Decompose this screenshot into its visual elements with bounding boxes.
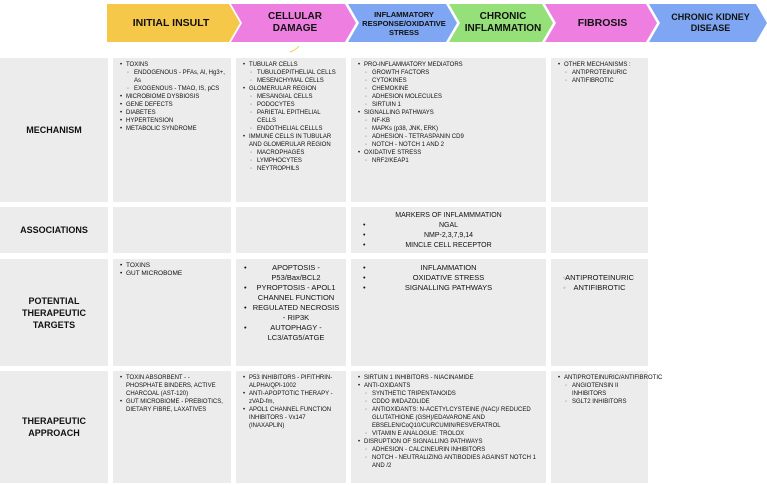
list-item: ◦ NOTCH - NEUTRALIZING ANTIBODIES AGAINST NOTCH 1 AND /2: [372, 454, 540, 470]
list-item: • IMMUNE CELLS IN TUBULAR AND GLOMERULAR REGION ◦ MACROPHAGES ◦ LYMPHOCYTES ◦ NEYTROPHILS: [249, 133, 340, 173]
associations-initial-insult: [113, 207, 231, 253]
mechanism-fibrosis: [551, 58, 648, 202]
mechanism-inflammation: [351, 58, 546, 202]
list-item: ◦ ANGIOTENSIN II INHIBITORS: [572, 382, 642, 398]
list-item: • NMP-2,3,7,9,14: [363, 232, 474, 239]
list-item: ◦ NRF2/KEAP1: [372, 157, 540, 165]
list-item: ◦ VITAMIN E ANALOGUE: TROLOX: [372, 430, 540, 438]
row-label-mechanism: MECHANISM: [26, 125, 82, 135]
list-item: • PYROPTOSIS - APOL1 CHANNEL FUNCTION: [244, 283, 336, 302]
list-item: • ANTI-APOPTOTIC THERAPY - zVAD-fm,: [249, 390, 340, 406]
list-item: • MICROBIOME DYSBIOSIS: [126, 93, 225, 101]
approach-cellular-damage: [236, 371, 346, 483]
list-item: • INFLAMMATION: [363, 263, 477, 272]
list-item: • OTHER MECHANISMS : ◦ ANTIPROTEINURIC ◦ ANTIFIBROTIC: [564, 61, 642, 85]
associations-cellular-damage: [236, 207, 346, 253]
list-item: • TUBULAR CELLS ◦ TUBULOEPITHELIAL CELLS ◦ MESENCHYMAL CELLS: [249, 61, 340, 85]
list-item: • AUTOPHAGY - LC3/ATG5/ATGE: [244, 323, 325, 342]
decorative-mark: [290, 46, 299, 52]
list-item: • OXIDATIVE STRESS: [363, 273, 485, 282]
list-item: ◦ CYTOKINES: [372, 77, 540, 85]
associations-fibrosis: [551, 207, 648, 253]
list-item: ◦ ENDOTHELIAL CELLLS: [257, 125, 340, 133]
targets-cellular-damage: [236, 259, 346, 366]
mechanism-cellular-damage: [236, 58, 346, 202]
list-item: • SIGNALLING PATHWAYS ◦ NF-KB ◦ MAPKs (p38, JNK, ERK) ◦ ADHESION - TETRASPANIN CD9 ◦ NOTCH - NOTCH 1 AND 2: [364, 109, 540, 149]
list-item: • SIRTUIN 1 INHIBITORS - NIACINAMIDE: [364, 374, 540, 382]
associations-title: MARKERS OF INFLAMMMATION: [395, 212, 502, 219]
approach-initial-insult: [113, 371, 231, 483]
list-item: ◦ NF-KB: [372, 117, 540, 125]
list-item: • GLOMERULAR REGION ◦ MESANGIAL CELLS ◦ PODOCYTES ◦ PARIETAL EPITHELIAL CELLS ◦ ENDOTHELIAL CELLLS: [249, 85, 340, 133]
targets-fibrosis: [551, 259, 648, 366]
list-item: ◦ CDDO IMIDAZOLIDE: [372, 398, 540, 406]
list-item: • DIABETES: [126, 109, 225, 117]
row-label-associations: ASSOCIATIONS: [20, 225, 88, 235]
row-label-approach: THERAPEUTIC APPROACH: [22, 416, 87, 438]
list-item: ◦ MESENCHYMAL CELLS: [257, 77, 340, 85]
stage-chronic-inflammation: CHRONIC INFLAMMATION: [464, 11, 542, 34]
row-label-targets: POTENTIAL THERAPEUTIC TARGETS: [22, 295, 87, 330]
list-item: • REGULATED NECROSIS - RIP3K: [244, 303, 340, 322]
list-item: ◦ SYNTHETIC TRIPENTANOIDS: [372, 390, 540, 398]
list-item: ◦ PODOCYTES: [257, 101, 340, 109]
associations-inflammation: [351, 207, 546, 253]
list-item: • GUT MICROBIOME - PREBIOTICS, DIETARY FIBRE, LAXATIVES: [126, 398, 225, 414]
list-item: • DISRUPTION OF SIGNALLING PATHWAYS ◦ ADHESION - CALCINEURIN INHIBITORS ◦ NOTCH - NEUTRALIZING ANTIBODIES AGAINST NOTCH 1 AND /2: [364, 438, 540, 470]
list-item: ◦ MESANGIAL CELLS: [257, 93, 340, 101]
list-item: • GUT MICROBOME: [126, 270, 225, 278]
list-item: • GENE DEFECTS: [126, 101, 225, 109]
list-item: • NGAL: [363, 222, 459, 229]
list-item: ◦ SGLT2 INHIBITORS: [572, 398, 642, 406]
list-item: ◦ GROWTH FACTORS: [372, 69, 540, 77]
targets-initial-insult: [113, 259, 231, 366]
list-item: • APOPTOSIS - P53/Bax/BCL2: [244, 263, 321, 282]
list-item: ◦ SIRTUIN 1: [372, 101, 540, 109]
list-item: • METABOLIC SYNDROME: [126, 125, 225, 133]
list-item: • TOXINS ◦ ENDOGENOUS - PFAs, Al, Hg3+, As ◦ EXOGENOUS - TMAO, IS, pCS: [126, 61, 225, 93]
list-item: • PRO-INFLAMMATORY MEDIATORS ◦ GROWTH FACTORS ◦ CYTOKINES ◦ CHEMOKINE ◦ ADHESION MOLECULES ◦ SIRTUIN 1: [364, 61, 540, 109]
list-item: ◦ PARIETAL EPITHELIAL CELLS: [257, 109, 340, 125]
list-item: • SIGNALLING PATHWAYS: [363, 283, 493, 292]
targets-inflammation: [351, 259, 546, 366]
list-item: ◦ EXOGENOUS - TMAO, IS, pCS: [134, 85, 225, 93]
approach-fibrosis: [551, 371, 663, 483]
list-item: ◦ ADHESION - CALCINEURIN INHIBITORS: [372, 446, 540, 454]
list-item: ◦ ADHESION - TETRASPANIN CD9: [372, 133, 540, 141]
stage-initial-insult: INITIAL INSULT: [132, 17, 210, 29]
list-item: ◦ LYMPHOCYTES: [257, 157, 340, 165]
list-item: • APOL1 CHANNEL FUNCTION INHIBITORS - Vx147 (INAXAPLIN): [249, 406, 340, 430]
list-item: • OXIDATIVE STRESS ◦ NRF2/KEAP1: [364, 149, 540, 165]
list-item: • ANTI-OXIDANTS ◦ SYNTHETIC TRIPENTANOIDS ◦ CDDO IMIDAZOLIDE ◦ ANTIOXIDANTS: N-ACETYLCYSTEINE (NAC)/ REDUCED GLUTATHIONE (GSH)/EDAVARONE AND EBSELEN/CoQ10/CURCUMIN/RESVERATROL ◦ VITAMIN E ANALOGUE: TROLOX: [364, 382, 540, 438]
list-item: ◦ ANTIFIBROTIC: [572, 77, 642, 85]
stage-ckd: CHRONIC KIDNEY DISEASE: [671, 12, 750, 33]
list-item: ◦ ADHESION MOLECULES: [372, 93, 540, 101]
list-item: • TOXIN ABSORBENT - - PHOSPHATE BINDERS, ACTIVE CHARCOAL (AST-120): [126, 374, 225, 398]
list-item: • MINCLE CELL RECEPTOR: [363, 242, 492, 249]
list-item: ◦ ENDOGENOUS - PFAs, Al, Hg3+, As: [134, 69, 225, 85]
list-item: ◦ TUBULOEPITHELIAL CELLS: [257, 69, 340, 77]
list-item: • P53 INHIBITORS - PIFITHRIN-ALPHA/QPI-1002: [249, 374, 340, 390]
list-item: • HYPERTENSION: [126, 117, 225, 125]
list-item: • TOXINS: [126, 262, 225, 270]
approach-inflammation: [351, 371, 546, 483]
list-item: ◦ ANTIOXIDANTS: N-ACETYLCYSTEINE (NAC)/ REDUCED GLUTATHIONE (GSH)/EDAVARONE AND EBSELEN/CoQ10/CURCUMIN/RESVERATROL: [372, 406, 540, 430]
list-item: ◦ MACROPHAGES: [257, 149, 340, 157]
stage-fibrosis: FIBROSIS: [577, 17, 628, 29]
stage-inflammatory-response: INFLAMMATORY RESPONSE/OXIDATIVE STRESS: [362, 9, 446, 37]
list-item: ◦ CHEMOKINE: [372, 85, 540, 93]
list-item: ◦ ANTIPROTEINURIC: [563, 273, 634, 282]
mechanism-initial-insult: [113, 58, 231, 202]
list-item: ◦ MAPKs (p38, JNK, ERK): [372, 125, 540, 133]
list-item: ◦ ANTIPROTEINURIC: [572, 69, 642, 77]
list-item: • ANTIPROTEINURIC/ANTIFIBROTIC ◦ ANGIOTENSIN II INHIBITORS ◦ SGLT2 INHIBITORS: [564, 374, 642, 406]
stage-cellular-damage: CELLULAR DAMAGE: [268, 11, 322, 34]
list-item: ◦ NEYTROPHILS: [257, 165, 340, 173]
list-item: ◦ NOTCH - NOTCH 1 AND 2: [372, 141, 540, 149]
list-item: ◦ ANTIFIBROTIC: [563, 283, 626, 292]
